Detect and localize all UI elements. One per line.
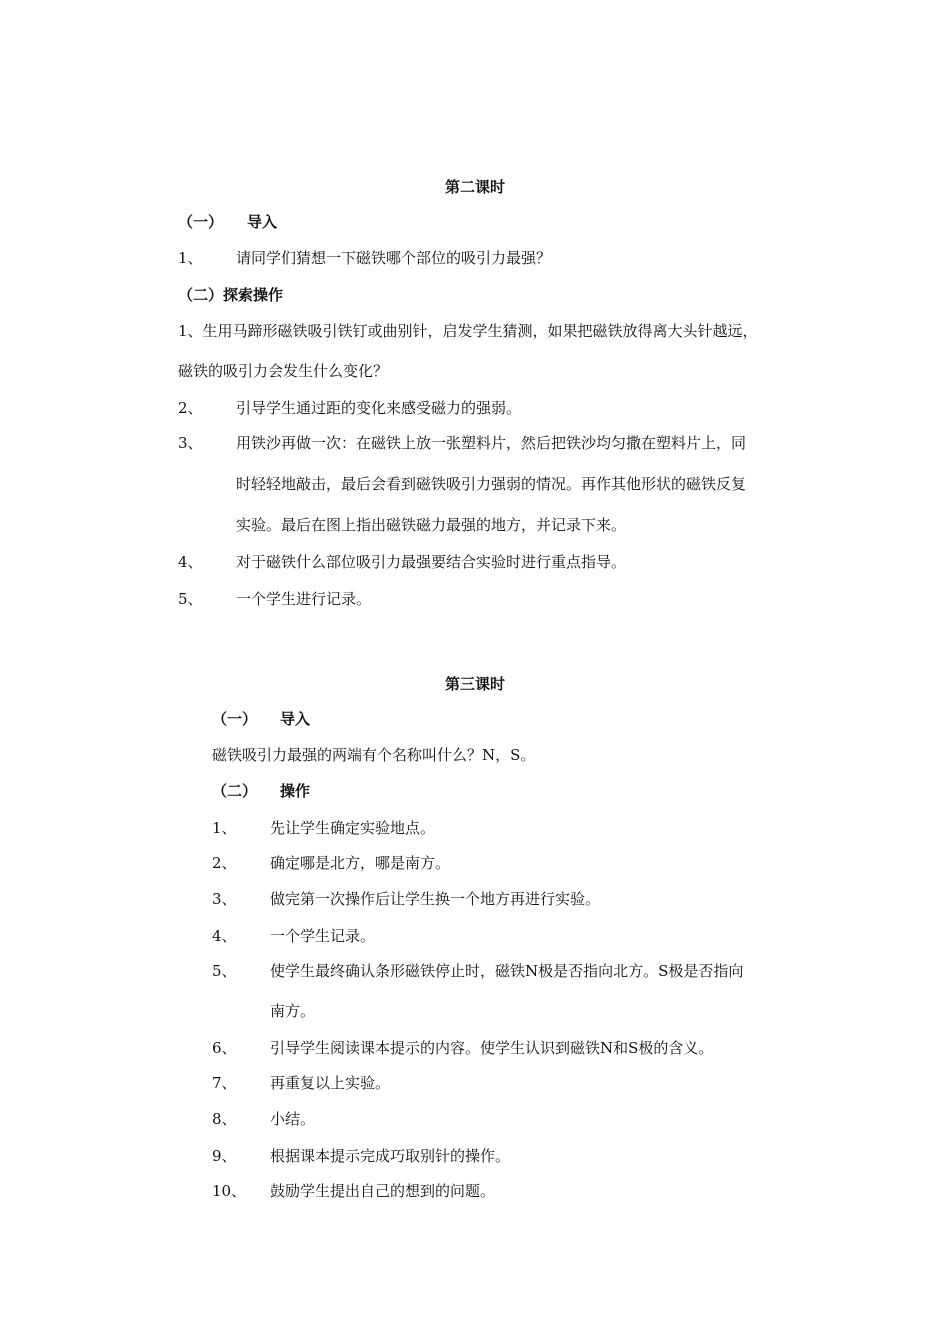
lesson3-item-num: 2、 [212,854,237,872]
lesson3-item-num: 1、 [212,819,237,837]
lesson3-sec2-title: 操作 [280,782,311,800]
lesson2-item3-num: 3、 [178,434,203,452]
lesson3-item-text: 小结。 [270,1110,316,1128]
lesson3-sec1-title: 导入 [280,710,311,728]
lesson3-item-num: 9、 [212,1147,237,1165]
lesson2-p1-line2: 磁铁的吸引力会发生什么变化？ [178,362,389,380]
lesson2-item3-line2: 时轻轻地敲击，最后会看到磁铁吸引力强弱的情况。再作其他形状的磁铁反复 [236,475,747,493]
lesson3-item-num: 5、 [212,962,237,980]
lesson3-item-text: 使学生最终确认条形磁铁停止时，磁铁N极是否指向北方。S极是否指向 [270,962,744,980]
lesson3-sec2-label: （二） [212,782,258,800]
lesson2-item3-line3: 实验。最后在图上指出磁铁磁力最强的地方，并记录下来。 [236,516,627,534]
lesson3-title: 第三课时 [444,675,505,693]
lesson3-item-num: 4、 [212,927,237,945]
lesson3-item-num: 6、 [212,1039,237,1057]
lesson3-item-text: 再重复以上实验。 [270,1074,391,1092]
lesson3-item-num: 3、 [212,890,237,908]
lesson2-item5-text: 一个学生进行记录。 [236,590,372,608]
lesson2-sec1-title: 导入 [247,213,278,231]
lesson3-item-text-cont: 南方。 [270,1002,316,1020]
lesson2-item5-num: 5、 [178,590,203,608]
lesson2-p1-line1: 1、生用马蹄形磁铁吸引铁钉或曲别针，启发学生猜测，如果把磁铁放得离大头针越远， [178,322,758,340]
lesson3-item-text: 做完第一次操作后让学生换一个地方再进行实验。 [270,890,601,908]
lesson3-item-num: 7、 [212,1074,237,1092]
lesson2-item4-num: 4、 [178,553,203,571]
lesson2-item1-num: 1、 [178,249,203,267]
lesson3-item-text: 鼓励学生提出自己的想到的问题。 [270,1182,496,1200]
lesson3-item-text: 引导学生阅读课本提示的内容。使学生认识到磁铁N和S极的含义。 [270,1039,714,1057]
lesson3-intro: 磁铁吸引力最强的两端有个名称叫什么？N，S。 [212,746,536,764]
lesson3-sec1-label: （一） [212,710,258,728]
lesson3-item-text: 先让学生确定实验地点。 [270,819,436,837]
lesson2-item1-text: 请同学们猜想一下磁铁哪个部位的吸引力最强？ [236,249,552,267]
lesson3-item-text: 一个学生记录。 [270,927,376,945]
lesson2-sec2-title: （二）探索操作 [178,286,284,304]
lesson2-item4-text: 对于磁铁什么部位吸引力最强要结合实验时进行重点指导。 [236,553,627,571]
lesson3-item-num: 8、 [212,1110,237,1128]
lesson2-item2-num: 2、 [178,399,203,417]
lesson3-item-text: 确定哪是北方，哪是南方。 [270,854,451,872]
lesson2-item2-text: 引导学生通过距的变化来感受磁力的强弱。 [236,399,522,417]
lesson2-item3-line1: 用铁沙再做一次：在磁铁上放一张塑料片，然后把铁沙均匀撒在塑料片上，同 [236,434,747,452]
lesson3-item-num: 10、 [212,1182,247,1200]
lesson2-sec1-label: （一） [178,213,224,231]
lesson2-title: 第二课时 [444,178,505,196]
lesson3-item-text: 根据课本提示完成巧取别针的操作。 [270,1147,511,1165]
